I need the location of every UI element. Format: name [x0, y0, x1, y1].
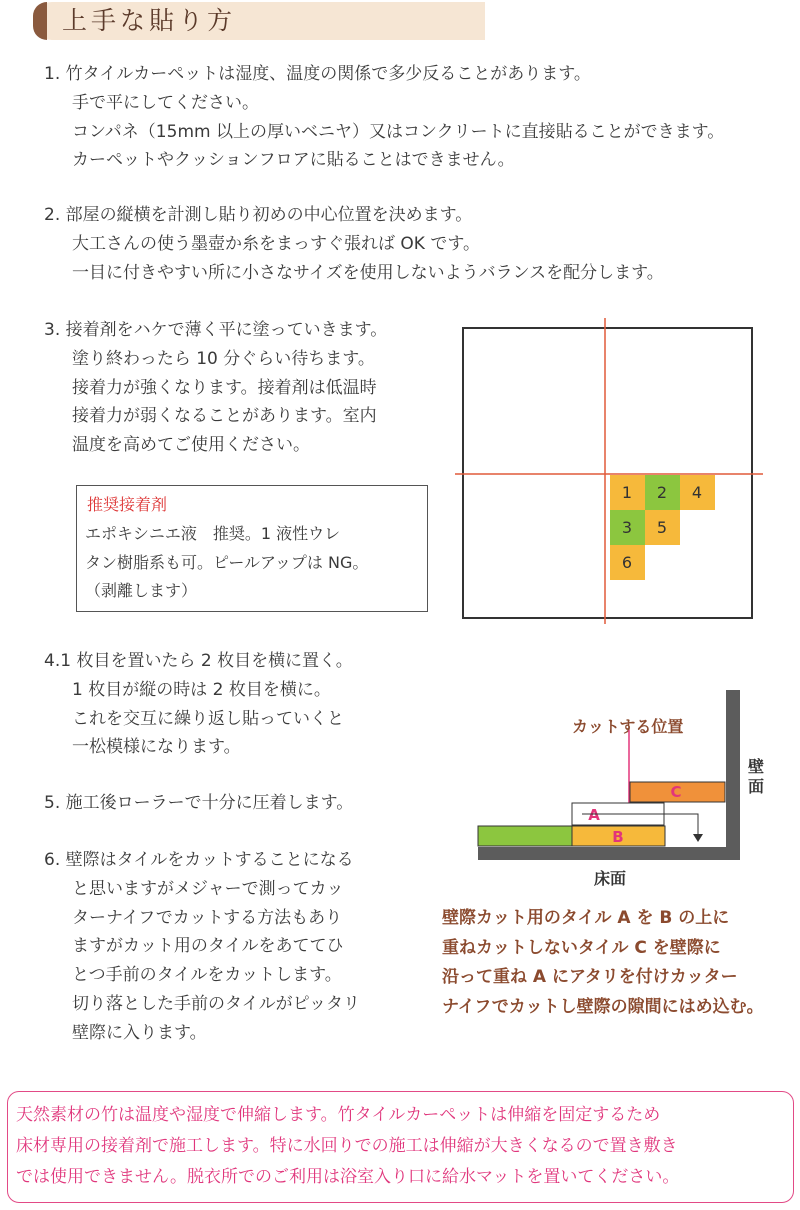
wall-label: 壁面 [748, 757, 765, 796]
cut-arrow-head [693, 834, 703, 842]
step-4-line: 4.1 枚目を置いたら 2 枚目を横に置く。 [44, 651, 353, 671]
floor [478, 847, 740, 860]
step-2-line: 一目に付きやすい所に小さなサイズを使用しないようバランスを配分します。 [72, 262, 664, 283]
step-2 [44, 201, 664, 287]
tile-label: 1 [621, 483, 633, 502]
step-5-line: 5. 施工後ローラーで十分に圧着します。 [44, 793, 354, 813]
adhesive-line: （剥離します） [85, 581, 198, 600]
wall-cut-caption [442, 904, 764, 1022]
step-3-line: 接着力が強くなります。接着剤は低温時 [72, 377, 377, 398]
step-4-line: これを交互に繰り返し貼っていくと [72, 708, 344, 729]
step-5 [44, 789, 353, 818]
cut-position-label: カットする位置 [572, 717, 684, 736]
notice-line: 天然素材の竹は温度や湿度で伸縮します。竹タイルカーペットは伸縮を固定するため [16, 1105, 661, 1125]
step-3-line: 温度を高めてご使用ください。 [72, 435, 310, 456]
caption-line: 重ねカットしないタイル C を壁際に [442, 937, 721, 958]
step-6-line: 6. 壁際はタイルをカットすることになる [44, 850, 354, 870]
tile-label: 4 [691, 483, 703, 502]
step-3-line: 塗り終わったら 10 分ぐらい待ちます。 [72, 348, 375, 369]
notice-line: 床材専用の接着剤で施工します。特に水回りでの施工は伸縮が大きくなるので置き敷き [16, 1136, 678, 1156]
step-4 [44, 647, 353, 762]
wall [726, 690, 740, 860]
adhesive-title: 推奨接着剤 [87, 495, 168, 514]
adhesive-line: エポキシニエ液 推奨。1 液性ウレ [85, 524, 341, 543]
header-accent [33, 2, 47, 40]
step-3-line: 3. 接着剤をハケで薄く平に塗っていきます。 [44, 320, 388, 340]
step-6-line: ターナイフでカットする方法もあり [72, 907, 343, 928]
step-1-line: 手で平にしてください。 [72, 92, 259, 113]
tile-c-label: C [670, 783, 682, 801]
step-2-line: 大工さんの使う墨壺か糸をまっすぐ張れば OK です。 [72, 233, 480, 254]
step-1-line: コンパネ（15mm 以上の厚いベニヤ）又はコンクリートに直接貼ることができます。 [72, 121, 725, 142]
step-4-line: 1 枚目が縦の時は 2 枚目を横に。 [72, 679, 331, 700]
caption-line: 沿って重ね A にアタリを付けカッター [442, 967, 738, 987]
step-3-line: 接着力が弱くなることがあります。室内 [72, 406, 377, 427]
notice-box [7, 1091, 794, 1203]
tile-label: 6 [621, 553, 633, 572]
tile-layout-diagram [455, 318, 767, 628]
floor-label: 床面 [594, 869, 627, 888]
adhesive-body [85, 520, 368, 606]
step-1-line: カーペットやクッションフロアに貼ることはできません。 [72, 150, 515, 171]
tile-a-label: A [588, 806, 600, 824]
caption-line: 壁際カット用のタイル A を B の上に [442, 908, 730, 928]
caption-line: ナイフでカットし壁際の隙間にはめ込む。 [442, 996, 764, 1017]
notice-line: では使用できません。脱衣所でのご利用は浴室入り口に給水マットを置いてください。 [16, 1167, 680, 1187]
tile-b-label: B [612, 828, 624, 846]
tile-label: 2 [656, 483, 668, 502]
tile-label: 3 [621, 518, 633, 537]
step-6-line: と思いますがメジャーで測ってカッ [72, 878, 344, 899]
step-6-line: とつ手前のタイルをカットします。 [72, 965, 342, 986]
step-1-line: 1. 竹タイルカーペットは湿度、温度の関係で多少反ることがあります。 [44, 64, 591, 84]
step-3 [44, 316, 387, 460]
step-1 [44, 60, 724, 175]
adhesive-line: タン樹脂系も可。ピールアップは NG。 [85, 552, 369, 572]
notice-body [16, 1100, 679, 1193]
step-4-line: 一松模様になります。 [72, 737, 241, 758]
page-title: 上手な貼り方 [62, 6, 237, 35]
step-6 [44, 846, 360, 1048]
step-6-line: ますがカット用のタイルをあててひ [72, 936, 344, 957]
room-outline [463, 328, 752, 618]
step-2-line: 2. 部屋の縦横を計測し貼り初めの中心位置を決めます。 [44, 205, 473, 225]
wall-cut-diagram [470, 690, 750, 865]
step-6-line: 切り落とした手前のタイルがピッタリ [72, 993, 360, 1014]
step-6-line: 壁際に入ります。 [72, 1022, 207, 1043]
tile-label: 5 [656, 518, 668, 537]
green-tile [478, 826, 572, 846]
recommended-adhesive-box [76, 485, 428, 612]
